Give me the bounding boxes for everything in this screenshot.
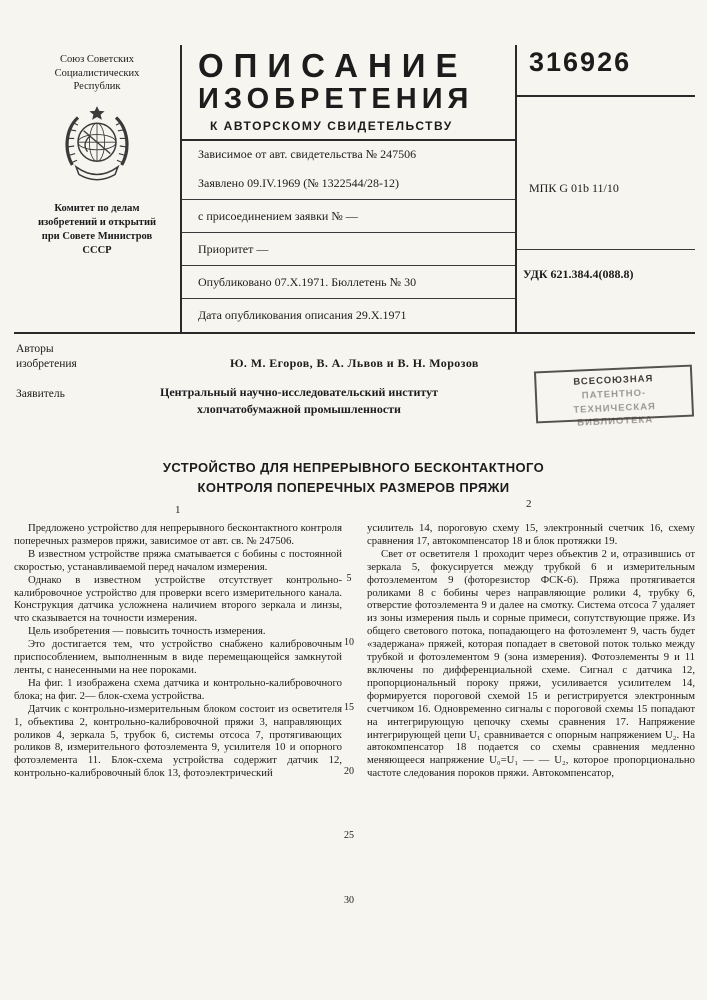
line-number: 5 [346,573,352,584]
body-paragraph: В известном устройстве пряжа сматывается с бобины с постоянной скоростью, устанавливаемой перед началом измерения. [14,547,342,573]
authors-label-line: Авторы [16,343,54,355]
issuer-column [14,45,182,332]
library-stamp-line: БИБЛИОТЕКА [577,414,654,429]
authors-label [16,342,77,372]
filing-pubdate-row: Дата опубликования описания 29.X.1971 [198,307,407,322]
filing-dependent-row: Зависимое от авт. свидетельства № 247506 [198,146,417,161]
applicant-name-line: Центральный научно-исследовательский институт [159,385,439,399]
body-paragraph: усилитель 14, пороговую схему 15, электронный счетчик 16, схему сравнения 17, автокомпенсатор 18 и блок протяжки 19. [367,522,695,547]
ussr-coat-of-arms-icon [59,104,135,188]
document-header [14,45,695,334]
body-paragraph: Однако в известном устройстве отсутствует контрольно-калибровочное устройство для проверки всего измерительного канала. Конструкция датчика усложнена наличием второго зеркала и линзы, что сказывается на точности измерения. [14,573,342,625]
document-type-line1: ОПИСАНИЕ [198,47,468,84]
filing-published-row: Опубликовано 07.X.1971. Бюллетень № 30 [182,266,515,299]
udk-classification: УДК 621.384.4(088.8) [523,267,634,281]
filing-declared-row: Заявлено 09.IV.1969 (№ 1322544/28-12) [182,167,515,200]
applicant-name [134,384,464,419]
body-paragraph: Это достигается тем, что устройство снабжено калибровочным приспособлением, выполненным в виде перемещающейся замкнутой ленты, с нанесенными на нее пороками. [14,638,342,676]
line-number: 10 [344,637,354,648]
body-column-1 [14,522,342,780]
union-name [14,53,180,94]
body-paragraph: Свет от осветителя 1 проходит через объектив 2 и, отразившись от зеркала 5, фокусируется между трубкой 6 и измерительным фотоэлементом 9 (фоторезистор ФСК-6). Пряжа протягивается роликами 8 с бобины через направляющие ролики 4, трубку 6, отверстие фотоэлемента 9 и далее на смотку. Система отсоса 7 удаляет из зоны измерения пыль и сорные примеси, сопутствующие пряже. Из общего светового потока, попадающего на фотоэлемент 9, часть будет «задержана» пряжей, которая попадает в световой поток только между трубкой и фотоэлементом 9 (зона измерения). Фотоэлементы 9 и 11 включены по дифференциальной схеме. Сигнал с датчика 12, пропорциональный пороку пряжи, усиливается усилителем 14, формируется пороговой схемой 15 и регистрируется электронным счетчиком 16. Одновременно сигналы с пороговой схемы 15 попадают на интегрирующую цепочку схемы сравнения 17. Напряжение интегрирующей цепи U₁ сравнивается с опорным напряжением U₂. На автокомпенсатор 18 подается со схемы сравнения медленно меняющееся напряжение U₀=U₁ — — U₂, которое пропорционально частоте следования пороков пряжи. Автокомпенсатор, [367,547,695,780]
body-column-2 [367,522,695,780]
union-name-line: Союз Советских [59,54,135,65]
body-paragraph: Датчик с контрольно-измерительным блоком состоит из осветителя 1, объектива 2, контрольно-калибровочной пряжи 3, направляющих роликов 4, зеркала 5, трубок 6, системы отсоса 7, протягивающих роликов 8, измерительного фотоэлемента 9, усилителя 10 и опорного фотоэлемента 11. Блок-схема устройства содержит датчик 12, контрольно-калибровочный блок 13, фотоэлектрический [14,702,342,780]
body-text [14,522,695,780]
column-1-number: 1 [175,504,181,516]
union-name-line: Республик [73,81,121,93]
invention-title-line: УСТРОЙСТВО ДЛЯ НЕПРЕРЫВНОГО БЕСКОНТАКТНОГО [162,460,545,475]
committee-name-line: Комитет по делам [54,202,140,214]
number-divider [517,95,695,97]
header-right-column [517,45,695,332]
invention-title [0,458,707,497]
line-number: 30 [344,895,354,906]
library-stamp-line: ПАТЕНТНО-ТЕХНИЧЕСКАЯ [573,387,657,416]
body-paragraph: Предложено устройство для непрерывного бесконтактного контроля поперечных размеров пряжи, зависимое от авт. св. № 247506. [14,522,342,547]
committee-name-line: при Совете Министров [41,231,153,243]
line-number: 15 [344,702,354,713]
library-stamp [534,365,694,429]
invention-title-line: КОНТРОЛЯ ПОПЕРЕЧНЫХ РАЗМЕРОВ ПРЯЖИ [197,479,510,495]
committee-name [14,202,180,259]
committee-name-line: СССР [82,245,112,257]
committee-name-line: изобретений и открытий [37,217,157,229]
authors-names: Ю. М. Егоров, В. А. Львов и В. Н. Морозов [230,356,479,370]
document-type-block [182,45,515,141]
line-number: 25 [344,830,354,841]
filing-priority-row: Приоритет — [182,233,515,266]
right-divider [517,249,695,250]
publication-number: 316926 [529,47,632,77]
body-paragraph: Цель изобретения — повысить точность измерения. [28,625,266,638]
applicant-label: Заявитель [16,388,65,400]
union-name-line: Социалистических [54,67,140,79]
document-type-line2: ИЗОБРЕТЕНИЯ [198,82,474,115]
authors-label-line: изобретения [16,357,77,370]
authors-section [14,336,695,454]
library-stamp-line: ВСЕСОЮЗНАЯ [573,373,654,388]
column-2-number: 2 [526,498,532,510]
body-paragraph: На фиг. 1 изображена схема датчика и контрольно-калибровочного блока; на фиг. 2— блок-схема устройства. [14,676,342,702]
line-number: 20 [344,766,354,777]
applicant-name-line: хлопчатобумажной промышленности [197,402,401,417]
header-center-column [182,45,517,332]
mpk-classification: МПК G 01b 11/10 [529,181,619,195]
filing-joined-row: с присоединением заявки № — [182,200,515,233]
document-subtitle: К АВТОРСКОМУ СВИДЕТЕЛЬСТВУ [210,119,453,134]
